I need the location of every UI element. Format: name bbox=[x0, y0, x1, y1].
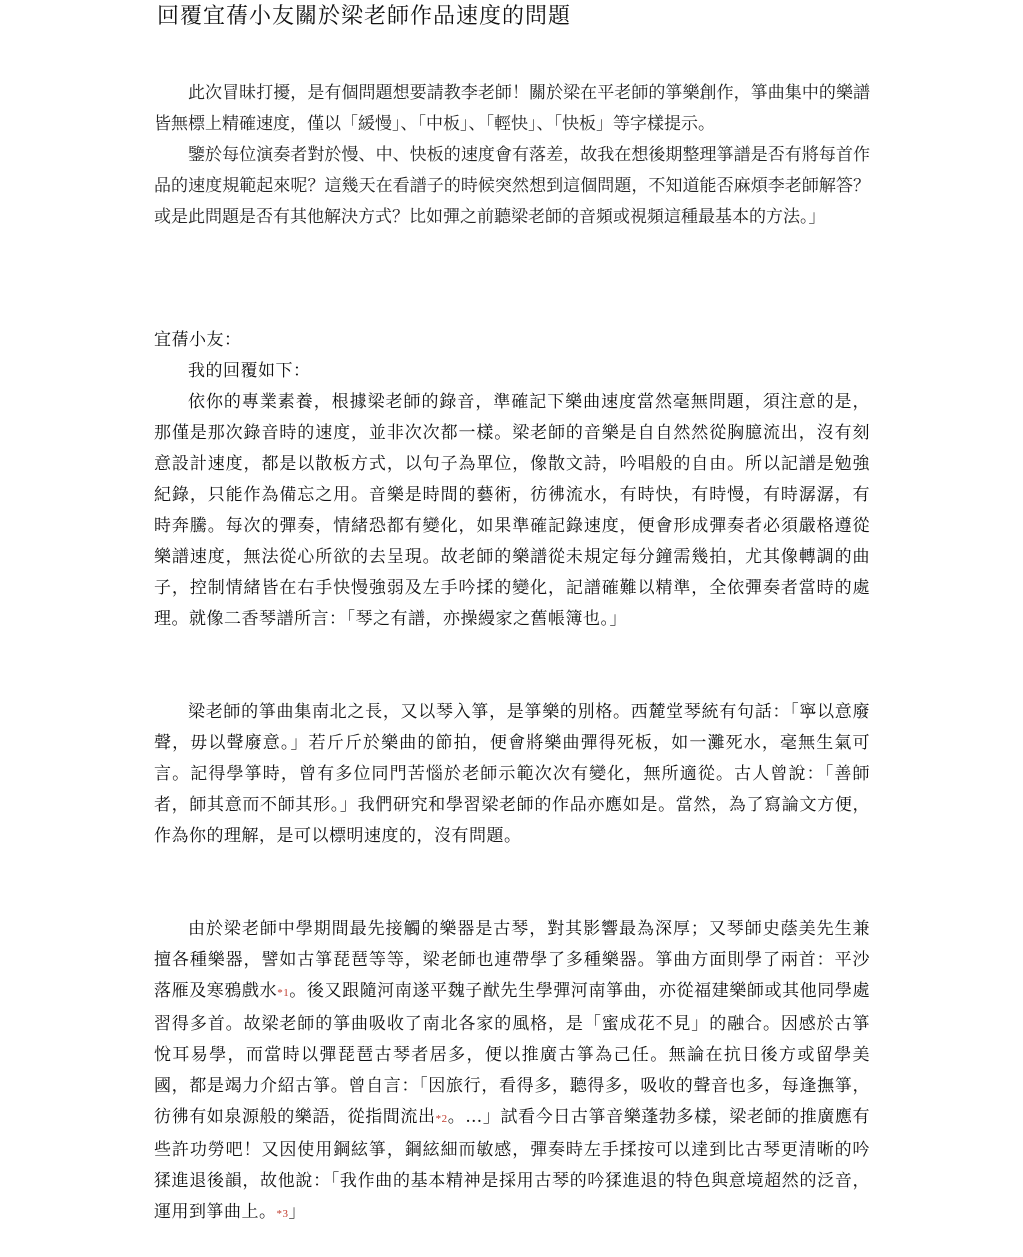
question-section bbox=[154, 78, 870, 233]
footnote-marker[interactable]: *1 bbox=[277, 987, 290, 999]
reply-paragraph bbox=[154, 914, 870, 1230]
reply-paragraph: 依你的專業素養，根據梁老師的錄音，準確記下樂曲速度當然毫無問題，須注意的是，那僅是那次錄音時的速度，並非次次都一樣。梁老師的音樂是自自然然從胸臆流出，沒有刻意設計速度，都是以散板方式，以句子為單位，像散文詩，吟唱般的自由。所以記譜是勉強紀錄，只能作為備忘之用。音樂是時間的藝術，彷彿流水，有時快，有時慢，有時潺潺，有時奔騰。每次的彈奏，情緒恐都有變化，如果準確記錄速度，便會形成彈奏者必須嚴格遵從樂譜速度，無法從心所欲的去呈現。故老師的樂譜從未規定每分鐘需幾拍，尤其像轉調的曲子，控制情緒皆在右手快慢強弱及左手吟揉的變化，記譜確難以精準，全依彈奏者當時的處理。就像二香琴譜所言：「琴之有譜，亦操縵家之舊帳簿也。」 bbox=[154, 392, 870, 629]
reply-section-2 bbox=[154, 697, 870, 852]
reply-paragraph: 梁老師的箏曲集南北之長，又以琴入箏，是箏樂的別格。西麓堂琴統有句話：「寧以意廢聲，毋以聲廢意。」若斤斤於樂曲的節拍，便會將樂曲彈得死板，如一灘死水，毫無生氣可言。記得學箏時，曾有多位同門苦惱於老師示範次次有變化，無所適從。古人曾說：「善師者，師其意而不師其形。」我們研究和學習梁老師的作品亦應如是。當然，為了寫論文方便，作為你的理解，是可以標明速度的，沒有問題。 bbox=[154, 702, 870, 846]
paragraph-text: 」 bbox=[288, 1202, 306, 1222]
reply-intro: 我的回覆如下： bbox=[188, 361, 311, 381]
footnote-marker[interactable]: *2 bbox=[435, 1113, 448, 1125]
paragraph-text: 。後又跟隨河南遂平魏子猷先生學彈河南箏曲，亦從福建樂師或其他同學處習得多首。故梁老師的箏曲吸收了南北各家的風格，是「蜜成花不見」的融合。因感於古箏悅耳易學，而當時以彈琵琶古琴者居多，便以推廣古箏為己任。無論在抗日後方或留學美國，都是竭力介紹古箏。曾自言：「因旅行，看得多，聽得多，吸收的聲音也多，每逢撫箏，彷彿有如泉源般的樂語，從指間流出 bbox=[154, 981, 871, 1127]
reply-section bbox=[154, 325, 870, 635]
reply-section-3 bbox=[154, 914, 870, 1230]
paragraph-text: 由於梁老師中學期間最先接觸的樂器是古琴，對其影響最為深厚；又琴師史蔭美先生兼擅各種樂器，譬如古箏琵琶等等，梁老師也連帶學了多種樂器。箏曲方面則學了兩首：平沙落雁及寒鴉戲水 bbox=[154, 919, 870, 1001]
paragraph-text: 。…」試看今日古箏音樂蓬勃多樣，梁老師的推廣應有些許功勞吧！又因使用鋼絃箏，鋼絃細而敏感，彈奏時左手揉按可以達到比古琴更清晰的吟猱進退後韻，故他說：「我作曲的基本精神是採用古琴的吟猱進退的特色與意境超然的泛音，運用到箏曲上。 bbox=[154, 1107, 871, 1222]
footnote-marker[interactable]: *3 bbox=[276, 1208, 289, 1220]
question-paragraph: 此次冒昧打擾，是有個問題想要請教李老師！關於梁在平老師的箏樂創作，箏曲集中的樂譜皆無標上精確速度，僅以「緩慢」、「中板」、「輕快」、「快板」等字樣提示。 bbox=[154, 83, 870, 134]
page-title: 回覆宜蒨小友關於梁老師作品速度的問題 bbox=[157, 4, 572, 29]
salutation: 宜蒨小友： bbox=[154, 330, 242, 350]
question-paragraph: 鑒於每位演奏者對於慢、中、快板的速度會有落差，故我在想後期整理箏譜是否有將每首作品的速度規範起來呢？這幾天在看譜子的時候突然想到這個問題，不知道能否麻煩李老師解答？或是此問題是否有其他解決方式？比如彈之前聽梁老師的音頻或視頻這種最基本的方法。」 bbox=[154, 145, 870, 227]
